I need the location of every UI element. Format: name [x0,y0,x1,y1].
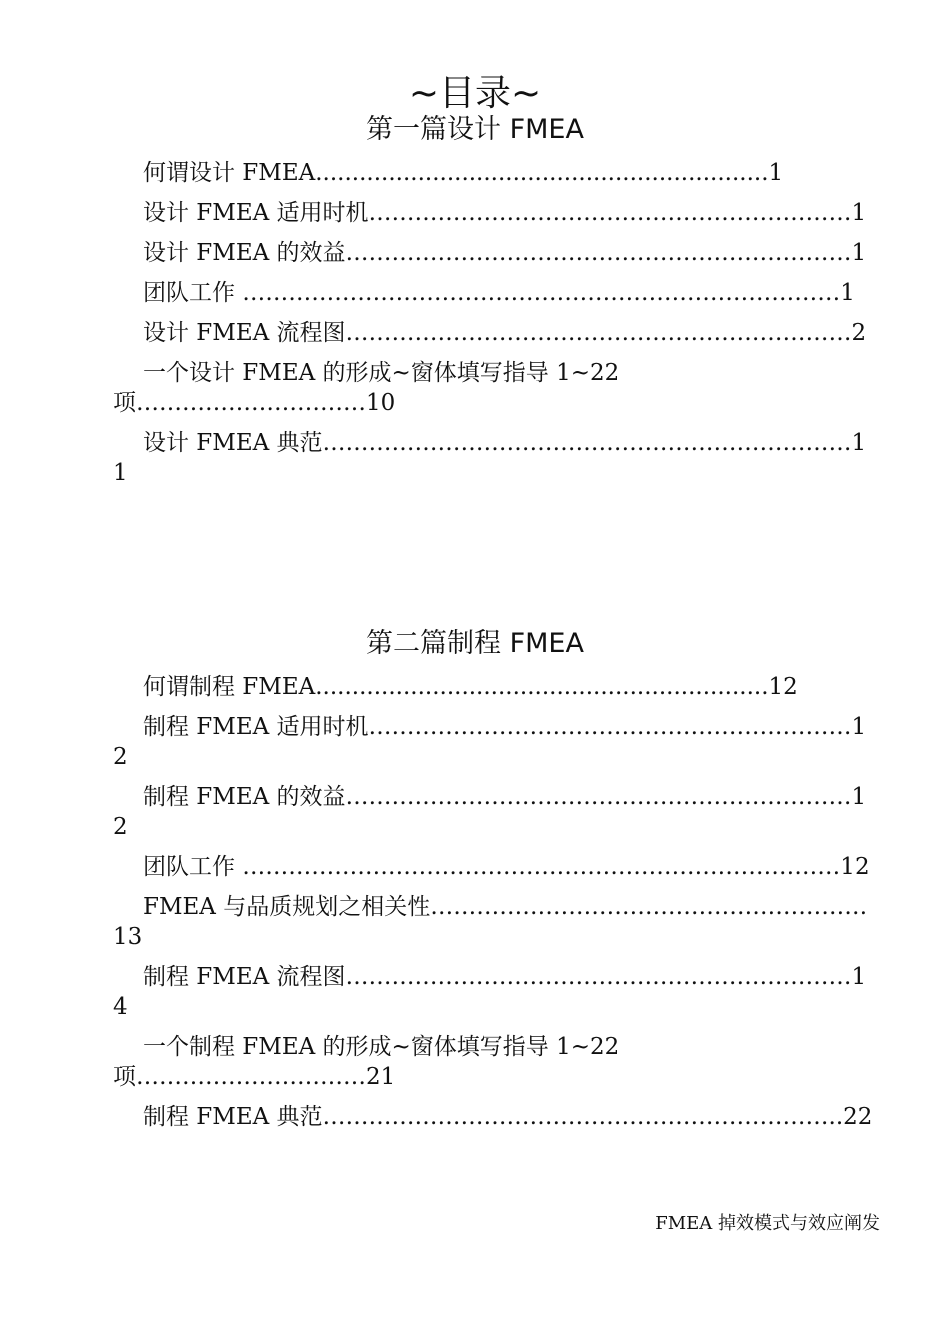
toc-entry[interactable]: 制程 FMEA 典范…………………………………………………………..22 [143,1104,873,1130]
toc-entry[interactable]: 设计 FMEA 的效益…………………………………………………………1 [143,240,867,266]
part-1-title: 第一篇设计 FMEA [366,114,584,145]
toc-entry[interactable]: 何谓设计 FMEA..............................................................1 [143,160,784,186]
part-1-toc [113,158,878,498]
toc-entry[interactable]: 制程 FMEA 适用时机………………………………………………………12 [113,714,867,770]
toc-entry[interactable]: 设计 FMEA 流程图…………………………………………………………2 [143,320,867,346]
toc-entry[interactable]: 何谓制程 FMEA..............................................................12 [143,674,798,700]
part-2-title: 第二篇制程 FMEA [366,628,584,659]
toc-entry[interactable]: 团队工作 ……………………………………………………………………1 [143,280,855,306]
toc-entry[interactable]: 团队工作 ……………………………………………………………………12 [143,854,870,880]
toc-entry[interactable]: 设计 FMEA 典范……………………………………………………………11 [113,430,867,486]
toc-entry[interactable]: 一个制程 FMEA 的形成~窗体填写指导 1~22 项…………………………21 [113,1034,620,1090]
part-2-toc [113,672,878,1142]
page-footer: FMEA 掉效模式与效应阐发 [655,1213,880,1234]
toc-entry[interactable]: 一个设计 FMEA 的形成~窗体填写指导 1~22 项…………………………10 [113,360,620,416]
toc-entry[interactable]: 制程 FMEA 流程图…………………………………………………………14 [113,964,867,1020]
toc-title: ~目录~ [408,73,542,114]
toc-entry[interactable]: 设计 FMEA 适用时机………………………………………………………1 [143,200,867,226]
toc-entry[interactable]: FMEA 与品质规划之相关性…………………………………………………13 [113,894,868,950]
toc-entry[interactable]: 制程 FMEA 的效益…………………………………………………………12 [113,784,867,840]
